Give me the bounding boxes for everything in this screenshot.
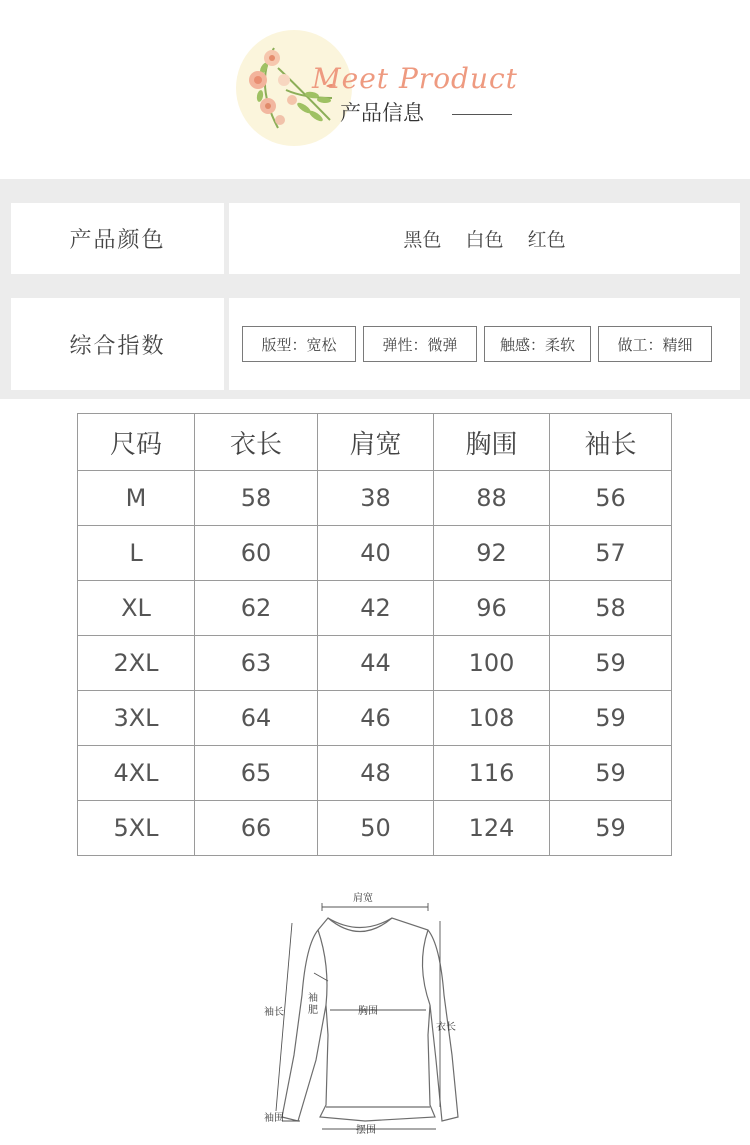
table-cell: 62: [195, 581, 318, 636]
product-info-band: [0, 179, 750, 399]
table-cell: 59: [550, 746, 672, 801]
table-row: [78, 636, 672, 691]
tag-workmanship: 做工：精细: [598, 326, 712, 362]
table-row: [78, 691, 672, 746]
table-cell: 58: [195, 471, 318, 526]
table-cell: 48: [318, 746, 434, 801]
table-row: [78, 581, 672, 636]
header-size: 尺码: [78, 414, 195, 471]
label-chest: 胸围: [358, 1006, 378, 1017]
table-cell: 59: [550, 801, 672, 856]
title-divider: [452, 114, 512, 115]
table-row: [78, 801, 672, 856]
table-cell: 40: [318, 526, 434, 581]
size-cell: M: [78, 471, 195, 526]
table-cell: 116: [434, 746, 550, 801]
table-cell: 100: [434, 636, 550, 691]
table-cell: 60: [195, 526, 318, 581]
size-cell: 5XL: [78, 801, 195, 856]
table-cell: 96: [434, 581, 550, 636]
label-body-length: 衣长: [436, 1022, 456, 1033]
table-cell: 58: [550, 581, 672, 636]
table-cell: 57: [550, 526, 672, 581]
overall-index-tags: [229, 298, 740, 390]
table-cell: 46: [318, 691, 434, 746]
table-cell: 88: [434, 471, 550, 526]
size-cell: 2XL: [78, 636, 195, 691]
size-cell: 3XL: [78, 691, 195, 746]
header-sleeve-length: 袖长: [550, 414, 672, 471]
size-table: [77, 413, 672, 856]
table-cell: 65: [195, 746, 318, 801]
size-cell: L: [78, 526, 195, 581]
size-table-header-row: [78, 414, 672, 471]
header-body-length: 衣长: [195, 414, 318, 471]
table-cell: 63: [195, 636, 318, 691]
table-row: [78, 526, 672, 581]
label-cuff: 袖围: [264, 1113, 284, 1124]
table-cell: 44: [318, 636, 434, 691]
label-hem: 摆围: [356, 1125, 376, 1136]
tag-elasticity: 弹性：微弹: [363, 326, 477, 362]
table-cell: 56: [550, 471, 672, 526]
product-colors-value: 黑色 白色 红色: [229, 203, 740, 274]
table-cell: 64: [195, 691, 318, 746]
size-cell: XL: [78, 581, 195, 636]
overall-index-label: 综合指数: [11, 298, 224, 390]
table-cell: 59: [550, 636, 672, 691]
table-cell: 108: [434, 691, 550, 746]
shirt-outline-icon: [282, 918, 458, 1121]
table-cell: 38: [318, 471, 434, 526]
label-sleeve-width-1: 袖: [308, 993, 318, 1004]
label-shoulder: 肩宽: [353, 893, 373, 904]
table-cell: 59: [550, 691, 672, 746]
table-cell: 42: [318, 581, 434, 636]
label-sleeve-length: 袖长: [264, 1007, 284, 1018]
header-chest: 胸围: [434, 414, 550, 471]
table-cell: 66: [195, 801, 318, 856]
table-row: [78, 746, 672, 801]
meet-product-title: Meet Product: [312, 62, 518, 95]
table-row: [78, 471, 672, 526]
table-cell: 124: [434, 801, 550, 856]
tag-touch: 触感：柔软: [484, 326, 591, 362]
garment-measurement-diagram: [240, 885, 500, 1140]
product-info-title: 产品信息: [340, 101, 424, 125]
label-sleeve-width-2: 肥: [308, 1005, 318, 1016]
header-shoulder: 肩宽: [318, 414, 434, 471]
table-cell: 50: [318, 801, 434, 856]
product-color-label: 产品颜色: [11, 203, 224, 274]
table-cell: 92: [434, 526, 550, 581]
tag-fit: 版型：宽松: [242, 326, 356, 362]
header: [0, 0, 750, 178]
size-cell: 4XL: [78, 746, 195, 801]
